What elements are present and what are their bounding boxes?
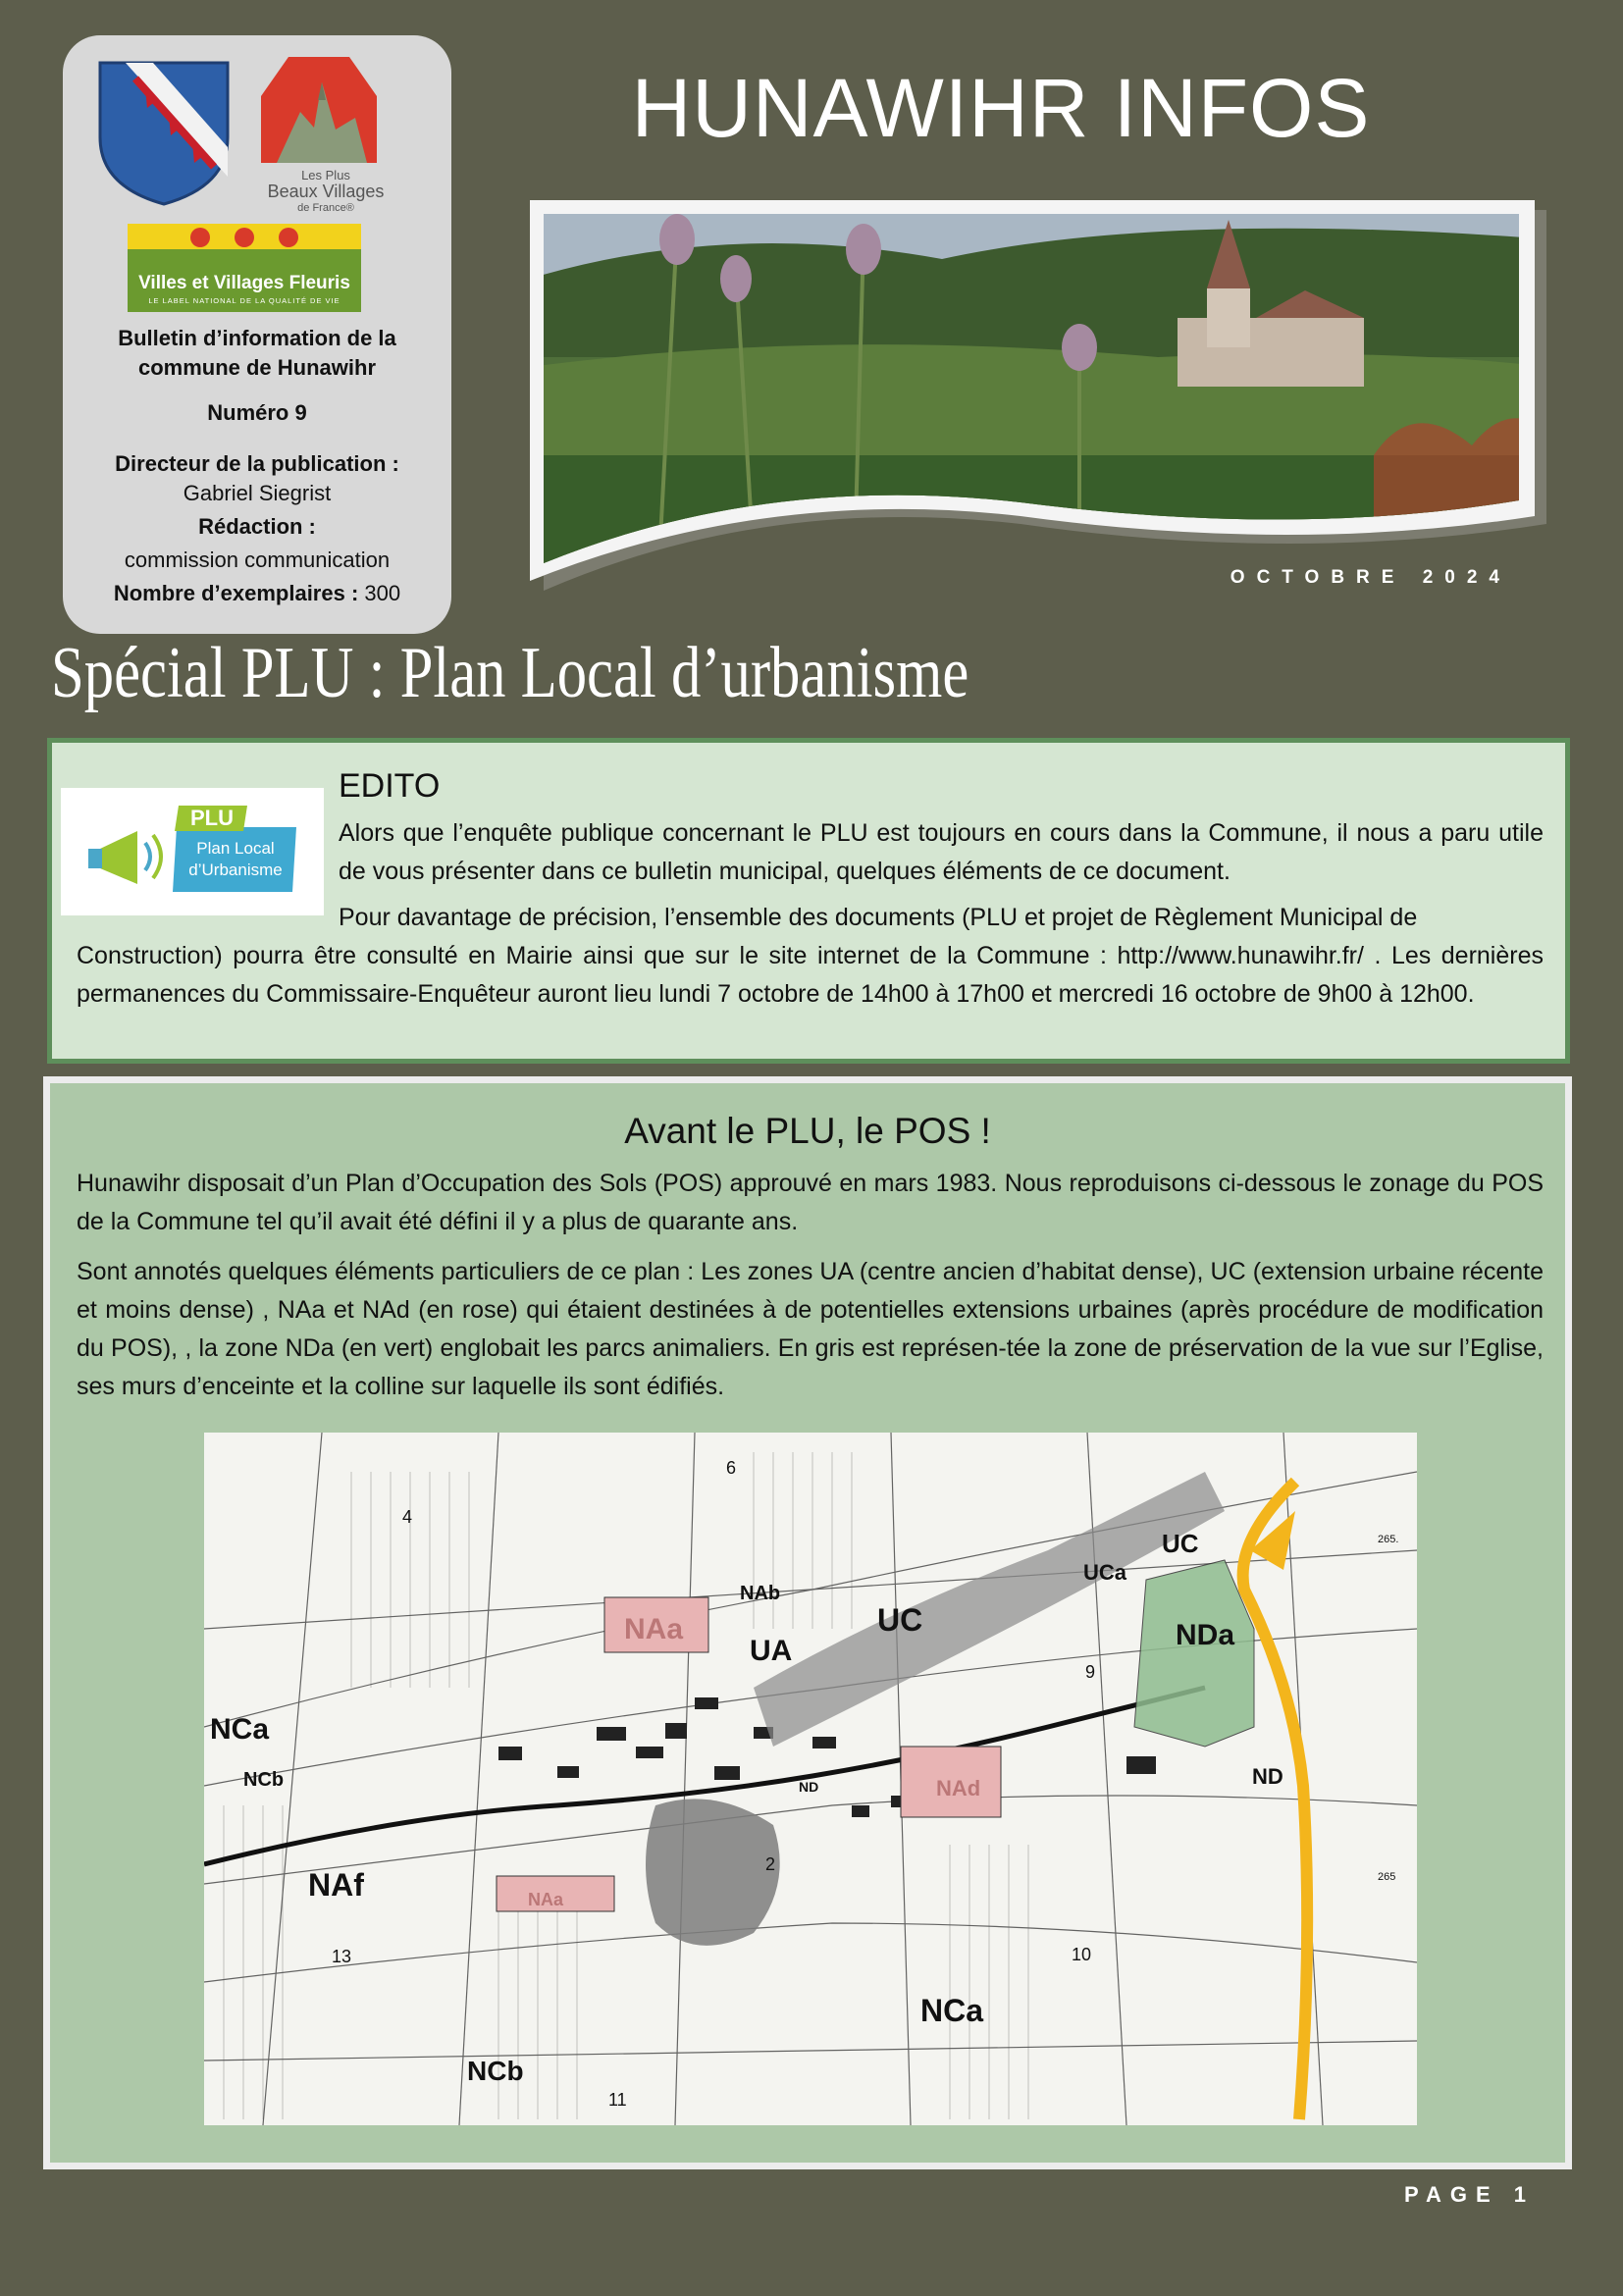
map-section-13: 13 — [332, 1947, 352, 1966]
map-label-uc-east: UC — [1162, 1529, 1199, 1558]
map-label-naf: NAf — [308, 1867, 364, 1903]
copies-value: 300 — [364, 581, 401, 605]
pos-paragraph-1: Hunawihr disposait d’un Plan d’Occupation des Sols (POS) approuvé en mars 1983. Nous reproduisons ci-dessous le zonage du POS de la Commune tel qu’il avait été défini il y a plus de quarante ans. — [77, 1170, 1544, 1235]
map-altitude-265a: 265. — [1378, 1534, 1399, 1545]
zoning-map-drawing — [204, 1433, 1417, 2125]
map-label-uc: UC — [877, 1602, 923, 1638]
map-label-ua: UA — [750, 1635, 793, 1667]
map-label-nd-east: ND — [1252, 1764, 1283, 1789]
plu-logo — [61, 788, 324, 915]
bulletin-description — [63, 324, 451, 383]
plus-beaux-villages-logo — [257, 53, 381, 167]
pbv-line-2: Beaux Villages — [267, 182, 385, 201]
edito-paragraph-2-first-line: Pour davantage de précision, l’ensemble des documents (PLU et projet de Règlement Municipal de — [339, 904, 1418, 931]
map-section-10: 10 — [1072, 1945, 1092, 1964]
map-altitude-265b: 265 — [1378, 1871, 1396, 1883]
map-label-nd-center: ND — [799, 1779, 819, 1795]
pos-zoning-map — [204, 1433, 1417, 2125]
map-label-ncb-south: NCb — [467, 2056, 524, 2086]
pbv-line-3: de France® — [297, 202, 354, 214]
plu-logo-line-1: Plan Local — [196, 839, 275, 858]
newsletter-title: HUNAWIHR INFOS — [631, 62, 1371, 154]
map-label-naa-south: NAa — [528, 1890, 564, 1909]
village-photo — [530, 200, 1550, 593]
map-label-nda: NDa — [1176, 1619, 1235, 1651]
bulletin-line-1: Bulletin d’information de la — [118, 326, 396, 350]
edito-paragraph-2-rest: Construction) pourra être consulté en Mairie ainsi que sur le site internet de la Commune : http://www.hunawihr.fr/ . Les dernières permanences du Commissaire-Enquêteur auront lieu lundi 7 octobre de 14h00 à 17h00 et mercredi 16 octobre de 9h00 à 12h00. — [77, 942, 1544, 1008]
map-label-nca-west: NCa — [210, 1713, 270, 1746]
director-name: Gabriel Siegrist — [183, 481, 332, 505]
edito-paragraph-1: Alors que l’enquête publique concernant le PLU est toujours en cours dans la Commune, il nous a paru utile de vous présenter dans ce bulletin municipal, quelques éléments de ce document. — [339, 819, 1544, 885]
plu-logo-badge: PLU — [190, 806, 234, 830]
redaction-value: commission communication — [124, 548, 391, 572]
map-label-uca: UCa — [1083, 1560, 1127, 1585]
map-section-9: 9 — [1085, 1662, 1096, 1682]
director-label: Directeur de la publication : — [115, 451, 399, 476]
copies-label: Nombre d’exemplaires : — [113, 581, 359, 605]
vvf-tagline: LE LABEL NATIONAL DE LA QUALITÉ DE VIE — [148, 296, 340, 305]
map-section-11: 11 — [608, 2090, 627, 2110]
map-section-4: 4 — [402, 1507, 413, 1527]
pos-heading: Avant le PLU, le POS ! — [624, 1111, 991, 1151]
page-number: PAGE 1 — [1403, 2182, 1535, 2207]
edito-heading: EDITO — [339, 767, 441, 805]
plu-logo-line-2: d’Urbanisme — [188, 861, 283, 879]
map-section-6: 6 — [726, 1458, 737, 1478]
issue-number: Numéro 9 — [207, 400, 307, 425]
pbv-line-1: Les Plus — [301, 168, 350, 183]
vvf-name: Villes et Villages Fleuris — [138, 273, 350, 293]
coat-of-arms-logo — [96, 59, 232, 208]
special-heading: Spécial PLU : Plan Local d’urbanisme — [51, 633, 969, 713]
map-label-ncb-west: NCb — [243, 1769, 285, 1791]
map-label-naa: NAa — [624, 1613, 684, 1645]
redaction-label: Rédaction : — [198, 514, 316, 539]
copies-line — [63, 581, 451, 606]
plus-beaux-villages-text — [257, 167, 394, 217]
map-label-nad: NAd — [936, 1776, 981, 1800]
bulletin-line-2: commune de Hunawihr — [137, 355, 377, 380]
map-section-2: 2 — [765, 1854, 776, 1874]
flowers-icon — [128, 224, 361, 253]
pos-paragraph-2: Sont annotés quelques éléments particuliers de ce plan : Les zones UA (centre ancien d’habitat dense), UC (extension urbaine récente et moins dense) , NAa et NAd (en rose) qui étaient destinées à de potentielles extensions urbaines (après procédure de modification du POS), , la zone NDa (en vert) englobait les parcs animaliers. En gris est représen-tée la zone de préservation de la vue sur l’Eglise, ses murs d’enceinte et la colline sur laquelle ils sont édifiés. — [77, 1258, 1544, 1400]
map-label-nca-south: NCa — [920, 1993, 984, 2028]
issue-date: OCTOBRE 2024 — [1230, 567, 1511, 588]
map-label-nab: NAb — [740, 1583, 781, 1604]
